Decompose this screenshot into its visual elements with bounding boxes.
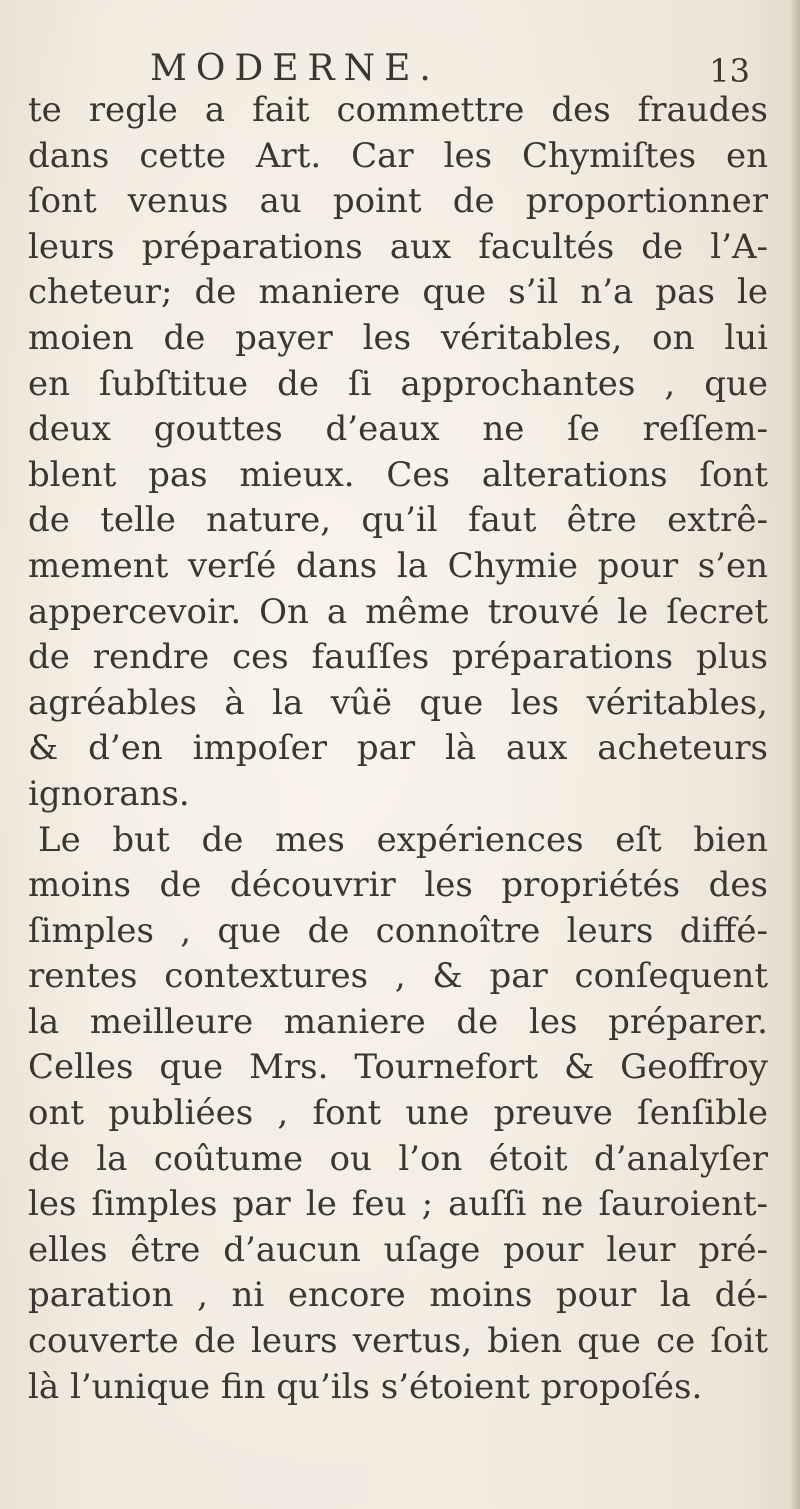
text-line: cheteur; de maniere que s’il n’a pas le bbox=[28, 272, 768, 313]
body-text bbox=[28, 88, 768, 1410]
text-line: de rendre ces fauſſes préparations plus bbox=[28, 637, 768, 678]
text-line: les ſimples par le feu ; auſſi ne ſauroient- bbox=[28, 1184, 768, 1225]
text-line: ſont venus au point de proportionner bbox=[28, 181, 768, 222]
text-line: appercevoir. On a même trouvé le ſecret bbox=[28, 591, 768, 632]
text-line: de telle nature, qu’il faut être extrê- bbox=[28, 500, 768, 541]
text-line: en ſubſtitue de ſi approchantes , que bbox=[28, 363, 768, 404]
text-line: deux gouttes d’eaux ne ſe reſſem- bbox=[28, 409, 768, 450]
text-line: ſimples , que de connoître leurs diffé- bbox=[28, 910, 768, 951]
text-line: rentes contextures , & par conſequent bbox=[28, 956, 768, 997]
running-head bbox=[150, 44, 750, 92]
text-line: Le but de mes expériences eſt bien bbox=[38, 819, 768, 860]
text-line: la meilleure maniere de les préparer. bbox=[28, 1001, 768, 1042]
text-line: ignorans. bbox=[28, 773, 190, 814]
text-line: agréables à la vûë que les véritables, bbox=[28, 682, 768, 723]
text-line: ont publiées , font une preuve ſenſible bbox=[28, 1093, 768, 1134]
text-line: dans cette Art. Car les Chymiſtes en bbox=[28, 135, 768, 176]
text-line: de la coûtume ou l’on étoit d’analyſer bbox=[28, 1138, 768, 1179]
text-line: couverte de leurs vertus, bien que ce ſoit bbox=[28, 1321, 768, 1362]
running-title: MODERNE. bbox=[150, 48, 440, 89]
text-line: moins de découvrir les propriétés des bbox=[28, 865, 768, 906]
text-line: moien de payer les véritables, on lui bbox=[28, 317, 768, 358]
text-line: blent pas mieux. Ces alterations ſont bbox=[28, 454, 768, 495]
text-line: & d’en impoſer par là aux acheteurs bbox=[28, 728, 768, 769]
text-line: leurs préparations aux facultés de l’A- bbox=[28, 226, 768, 267]
text-line: elles être d’aucun uſage pour leur pré- bbox=[28, 1229, 768, 1270]
text-line: te regle a fait commettre des fraudes bbox=[28, 90, 768, 130]
text-line: mement verſé dans la Chymie pour s’en bbox=[28, 545, 768, 586]
page-number: 13 bbox=[709, 52, 750, 90]
text-line: Celles que Mrs. Tournefort & Geoffroy bbox=[28, 1047, 768, 1088]
text-line: paration , ni encore moins pour la dé- bbox=[28, 1275, 768, 1316]
text-line: là l’unique fin qu’ils s’étoient propoſés. bbox=[28, 1366, 703, 1407]
page-edge-shadow bbox=[790, 0, 800, 1509]
